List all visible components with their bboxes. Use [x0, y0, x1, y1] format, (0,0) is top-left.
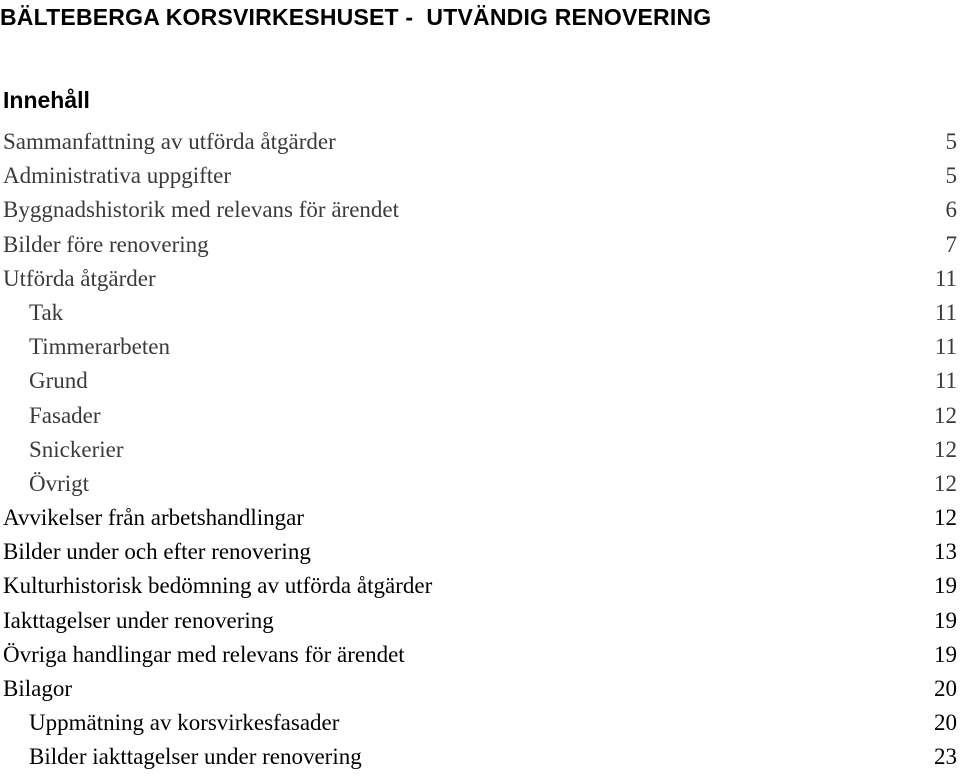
- toc-entry-label: Administrativa uppgifter: [3, 163, 232, 189]
- toc-subentry-label: Uppmätning av korsvirkesfasader: [29, 710, 340, 736]
- table-of-contents: [0, 125, 960, 775]
- toc-entry[interactable]: [0, 228, 960, 262]
- toc-heading: Innehåll: [3, 87, 90, 113]
- toc-subentry[interactable]: [0, 740, 960, 774]
- toc-entry[interactable]: [0, 535, 960, 569]
- toc-entry[interactable]: [0, 569, 960, 603]
- toc-entry-label: Kulturhistorisk bedömning av utförda åtgärder: [3, 573, 433, 599]
- toc-subentry[interactable]: [0, 296, 960, 330]
- toc-entry-label: Bilagor: [3, 676, 72, 701]
- toc-entry-page: 19: [934, 573, 957, 599]
- toc-entry-page: 19: [934, 607, 957, 633]
- toc-entry-page: 19: [934, 641, 957, 667]
- toc-entry-page: 5: [945, 129, 957, 154]
- toc-entry-page: 13: [934, 539, 957, 565]
- toc-subentry-page: 12: [934, 470, 957, 496]
- toc-subentry-label: Bilder iakttagelser under renovering: [29, 744, 362, 770]
- toc-entry-page: 6: [945, 197, 957, 223]
- toc-subentry[interactable]: [0, 467, 960, 501]
- toc-entry-label: Iakttagelser under renovering: [3, 607, 274, 633]
- toc-entry-page: 12: [934, 505, 957, 531]
- toc-entry-label: Byggnadshistorik med relevans för ärendet: [3, 197, 399, 223]
- toc-subentry[interactable]: [0, 706, 960, 740]
- toc-entry[interactable]: [0, 159, 960, 193]
- toc-entry-label: Bilder före renovering: [3, 231, 209, 257]
- toc-entry[interactable]: [0, 193, 960, 227]
- toc-entry-page: 11: [934, 265, 957, 291]
- toc-subentry[interactable]: [0, 433, 960, 467]
- toc-entry-label: Övriga handlingar med relevans för ärendet: [3, 641, 405, 667]
- toc-entry[interactable]: [0, 125, 960, 159]
- toc-entry-page: 5: [945, 163, 957, 189]
- toc-subentry-label: Tak: [29, 299, 64, 325]
- toc-entry-label: Utförda åtgärder: [3, 265, 156, 291]
- toc-subentry-label: Snickerier: [29, 436, 124, 462]
- toc-subentry-label: Övrigt: [29, 470, 90, 496]
- toc-entry[interactable]: [0, 672, 960, 706]
- toc-entry[interactable]: [0, 262, 960, 296]
- toc-subentry[interactable]: [0, 399, 960, 433]
- toc-entry-label: Avvikelser från arbetshandlingar: [3, 505, 305, 531]
- toc-entry[interactable]: [0, 501, 960, 535]
- toc-subentry[interactable]: [0, 364, 960, 398]
- toc-entry-page: 20: [934, 676, 957, 701]
- toc-subentry[interactable]: [0, 330, 960, 364]
- toc-entry[interactable]: [0, 604, 960, 638]
- toc-entry[interactable]: [0, 638, 960, 672]
- toc-entry-page: 7: [945, 231, 957, 257]
- toc-entry-label: Sammanfattning av utförda åtgärder: [3, 129, 336, 154]
- toc-subentry-page: 23: [934, 744, 957, 770]
- toc-subentry-page: 11: [934, 368, 957, 394]
- toc-subentry-page: 12: [934, 402, 957, 428]
- toc-subentry-page: 11: [934, 299, 957, 325]
- document-title: BÄLTEBERGA KORSVIRKESHUSET - UTVÄNDIG RENOVERING: [0, 4, 712, 30]
- toc-subentry-page: 20: [934, 710, 957, 736]
- toc-subentry-label: Fasader: [29, 402, 101, 428]
- toc-subentry-page: 11: [934, 334, 957, 360]
- toc-subentry-page: 12: [934, 436, 957, 462]
- toc-entry-label: Bilder under och efter renovering: [3, 539, 311, 565]
- toc-subentry-label: Timmerarbeten: [29, 334, 170, 360]
- toc-subentry-label: Grund: [29, 368, 88, 394]
